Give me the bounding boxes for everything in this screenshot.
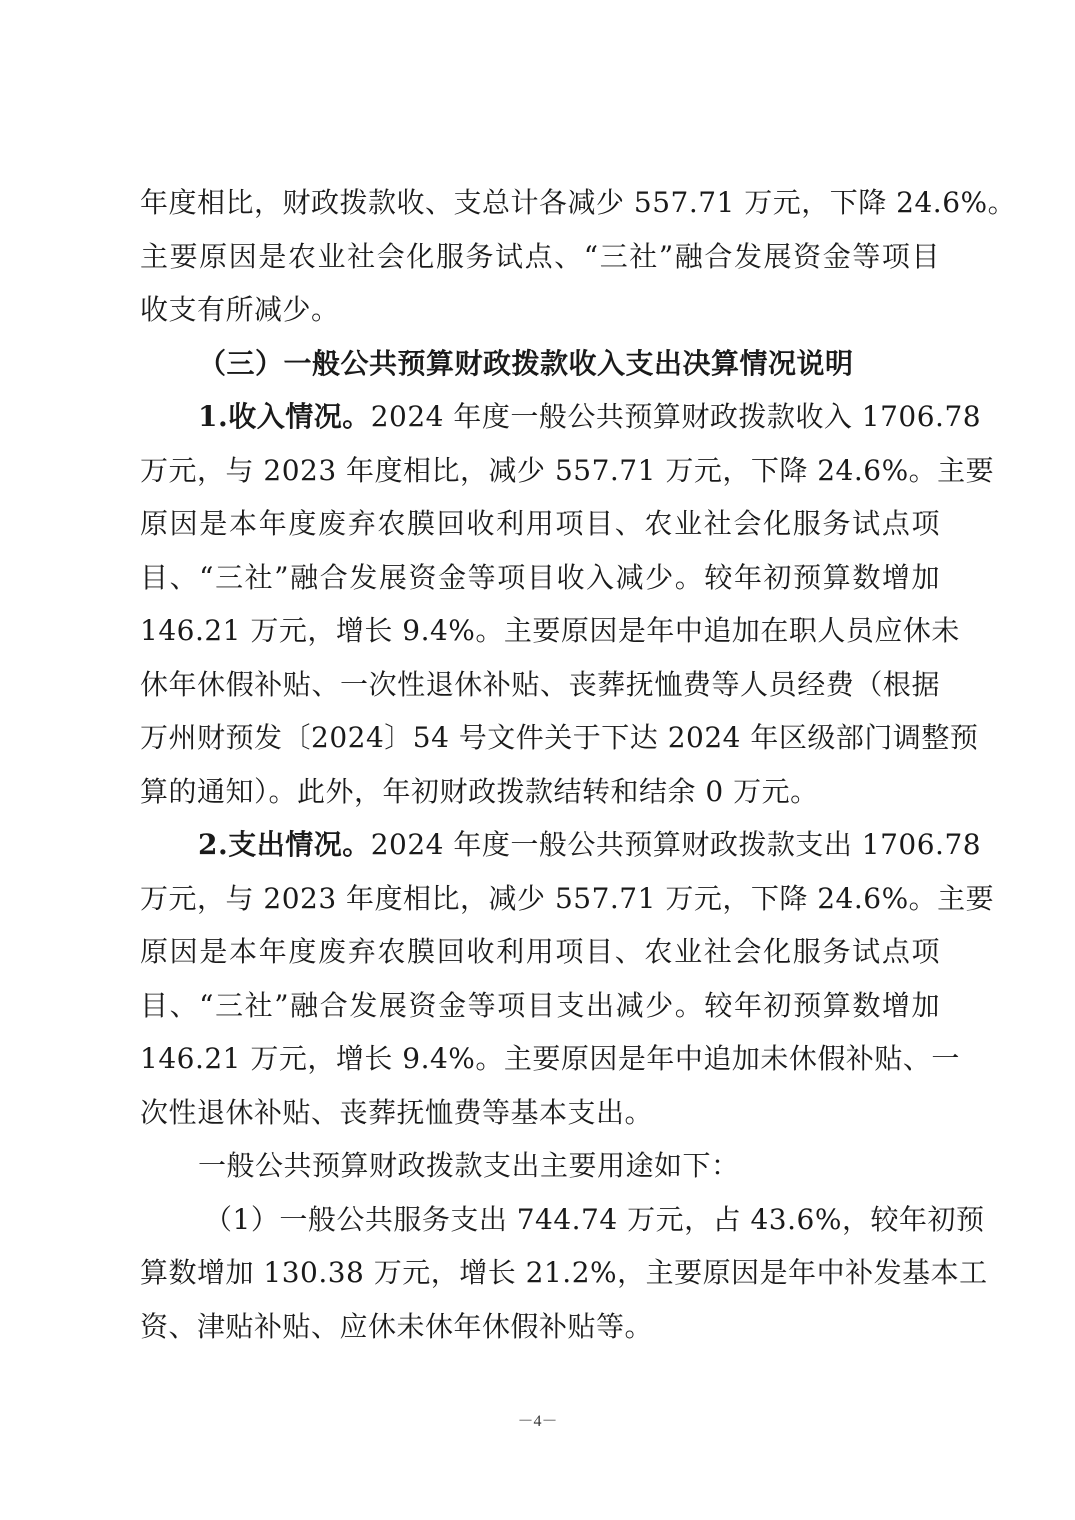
paragraph-line: 算的通知）。此外，年初财政拨款结转和结余 0 万元。: [140, 774, 819, 808]
paragraph-line: 146.21 万元，增长 9.4%。主要原因是年中追加未休假补贴、一: [140, 1042, 960, 1075]
paragraph-line: 原因是本年度废弃农膜回收利用项目、农业社会化服务试点项: [140, 507, 940, 540]
paragraph-line: 休年休假补贴、一次性退休补贴、丧葬抚恤费等人员经费（根据: [140, 667, 940, 701]
paragraph-line: 收支有所减少。: [140, 293, 340, 326]
paragraph-line: （1）一般公共服务支出 744.74 万元，占 43.6%，较年初预: [204, 1202, 985, 1236]
income-paragraph-first-line: [140, 390, 982, 444]
paragraph-line: 算数增加 130.38 万元，增长 21.2%，主要原因是年中补发基本工: [140, 1256, 988, 1289]
paragraph-line: 目、“三社”融合发展资金等项目收入减少。较年初预算数增加: [140, 560, 940, 594]
paragraph-line: 目、“三社”融合发展资金等项目支出减少。较年初预算数增加: [140, 988, 940, 1022]
usage-intro: 一般公共预算财政拨款支出主要用途如下：: [198, 1149, 740, 1182]
paragraph-line: 原因是本年度废弃农膜回收利用项目、农业社会化服务试点项: [140, 935, 940, 968]
expense-paragraph-first-line: [140, 818, 982, 872]
income-line-text: 2024 年度一般公共预算财政拨款收入 1706.78: [370, 400, 982, 433]
paragraph-line: 次性退休补贴、丧葬抚恤费等基本支出。: [140, 1095, 654, 1129]
paragraph-line: 主要原因是农业社会化服务试点、“三社”融合发展资金等项目: [140, 239, 940, 273]
section-heading: （三）一般公共预算财政拨款收入支出决算情况说明: [198, 346, 854, 380]
paragraph-line: 年度相比，财政拨款收、支总计各减少 557.71 万元，下降 24.6%。: [140, 186, 1017, 219]
paragraph-line: 万州财预发〔2024〕54 号文件关于下达 2024 年区级部门调整预: [140, 721, 979, 754]
page-number: －4－: [517, 1413, 558, 1430]
paragraph-line: 146.21 万元，增长 9.4%。主要原因是年中追加在职人员应休未: [140, 614, 960, 647]
income-lead: 1.收入情况。: [198, 400, 371, 433]
paragraph-line: 万元，与 2023 年度相比，减少 557.71 万元，下降 24.6%。主要: [140, 453, 995, 487]
paragraph-line: 资、津贴补贴、应休未休年休假补贴等。: [140, 1309, 654, 1343]
expense-lead: 2.支出情况。: [198, 828, 371, 861]
document-body: [140, 176, 1017, 1353]
paragraph-line: 万元，与 2023 年度相比，减少 557.71 万元，下降 24.6%。主要: [140, 881, 995, 915]
expense-line-text: 2024 年度一般公共预算财政拨款支出 1706.78: [370, 828, 982, 861]
